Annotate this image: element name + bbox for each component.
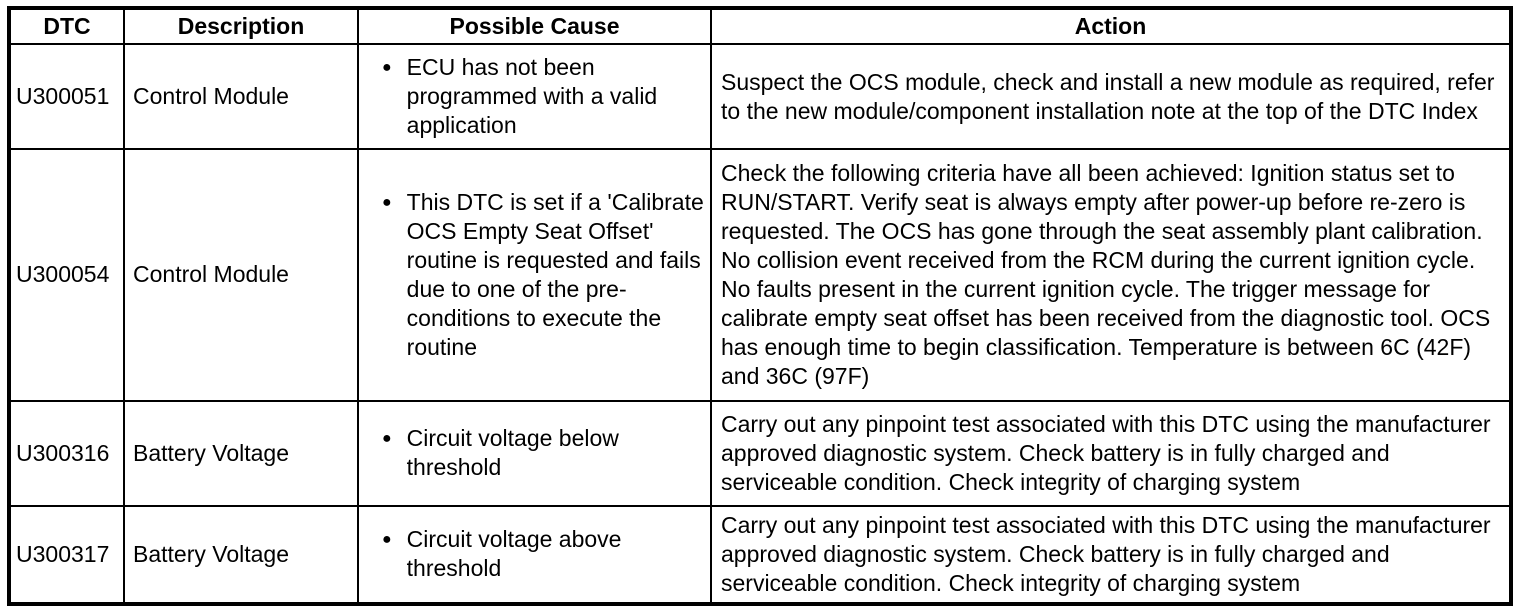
- dtc-code-cell: U300054: [9, 149, 124, 400]
- cause-text: Circuit voltage below threshold: [406, 425, 619, 481]
- col-header-description: Description: [124, 8, 358, 44]
- description-cell: Control Module: [124, 149, 358, 400]
- col-header-dtc: DTC: [9, 8, 124, 44]
- bullet-icon: ●: [382, 430, 392, 448]
- cause-item: [359, 188, 704, 362]
- cause-item: [359, 424, 704, 482]
- dtc-code-cell: U300316: [9, 401, 124, 506]
- possible-cause-cell: [358, 149, 711, 400]
- table-row: [9, 506, 1511, 604]
- action-cell: Carry out any pinpoint test associated with this DTC using the manufacturer approved diagnostic system. Check battery is in fully charged and serviceable condition. Check integrity of charging system: [711, 401, 1511, 506]
- possible-cause-cell: [358, 506, 711, 604]
- possible-cause-cell: [358, 44, 711, 149]
- cause-text: This DTC is set if a 'Calibrate OCS Empty Seat Offset' routine is requested and fails due to one of the pre-conditions to execute the routine: [406, 188, 704, 360]
- table-header: [9, 8, 1511, 44]
- cause-text: Circuit voltage above threshold: [406, 526, 622, 582]
- header-row: [9, 8, 1511, 44]
- cause-text: ECU has not been programmed with a valid application: [406, 54, 658, 139]
- action-cell: Carry out any pinpoint test associated with this DTC using the manufacturer approved diagnostic system. Check battery is in fully charged and serviceable condition. Check integrity of charging system: [711, 506, 1511, 604]
- table-row: [9, 44, 1511, 149]
- col-header-possible-cause: Possible Cause: [358, 8, 711, 44]
- dtc-code-cell: U300051: [9, 44, 124, 149]
- bullet-icon: ●: [382, 59, 392, 77]
- description-cell: Control Module: [124, 44, 358, 149]
- possible-cause-cell: [358, 401, 711, 506]
- action-cell: Check the following criteria have all been achieved: Ignition status set to RUN/START. Verify seat is always empty after power-up before re-zero is requested. The OCS has gone through the seat assembly plant calibration. No collision event received from the RCM during the current ignition cycle. No faults present in the current ignition cycle. The trigger message for calibrate empty seat offset has been received from the diagnostic tool. OCS has enough time to begin classification. Temperature is between 6C (42F) and 36C (97F): [711, 149, 1511, 400]
- description-cell: Battery Voltage: [124, 401, 358, 506]
- cause-item: [359, 53, 704, 140]
- bullet-icon: ●: [382, 531, 392, 549]
- dtc-code-cell: U300317: [9, 506, 124, 604]
- cause-item: [359, 525, 704, 583]
- action-cell: Suspect the OCS module, check and install a new module as required, refer to the new module/component installation note at the top of the DTC Index: [711, 44, 1511, 149]
- table-body: [9, 44, 1511, 604]
- description-cell: Battery Voltage: [124, 506, 358, 604]
- table-row: [9, 401, 1511, 506]
- col-header-action: Action: [711, 8, 1511, 44]
- dtc-index-table: [7, 6, 1513, 606]
- bullet-icon: ●: [382, 193, 392, 211]
- table-row: [9, 149, 1511, 400]
